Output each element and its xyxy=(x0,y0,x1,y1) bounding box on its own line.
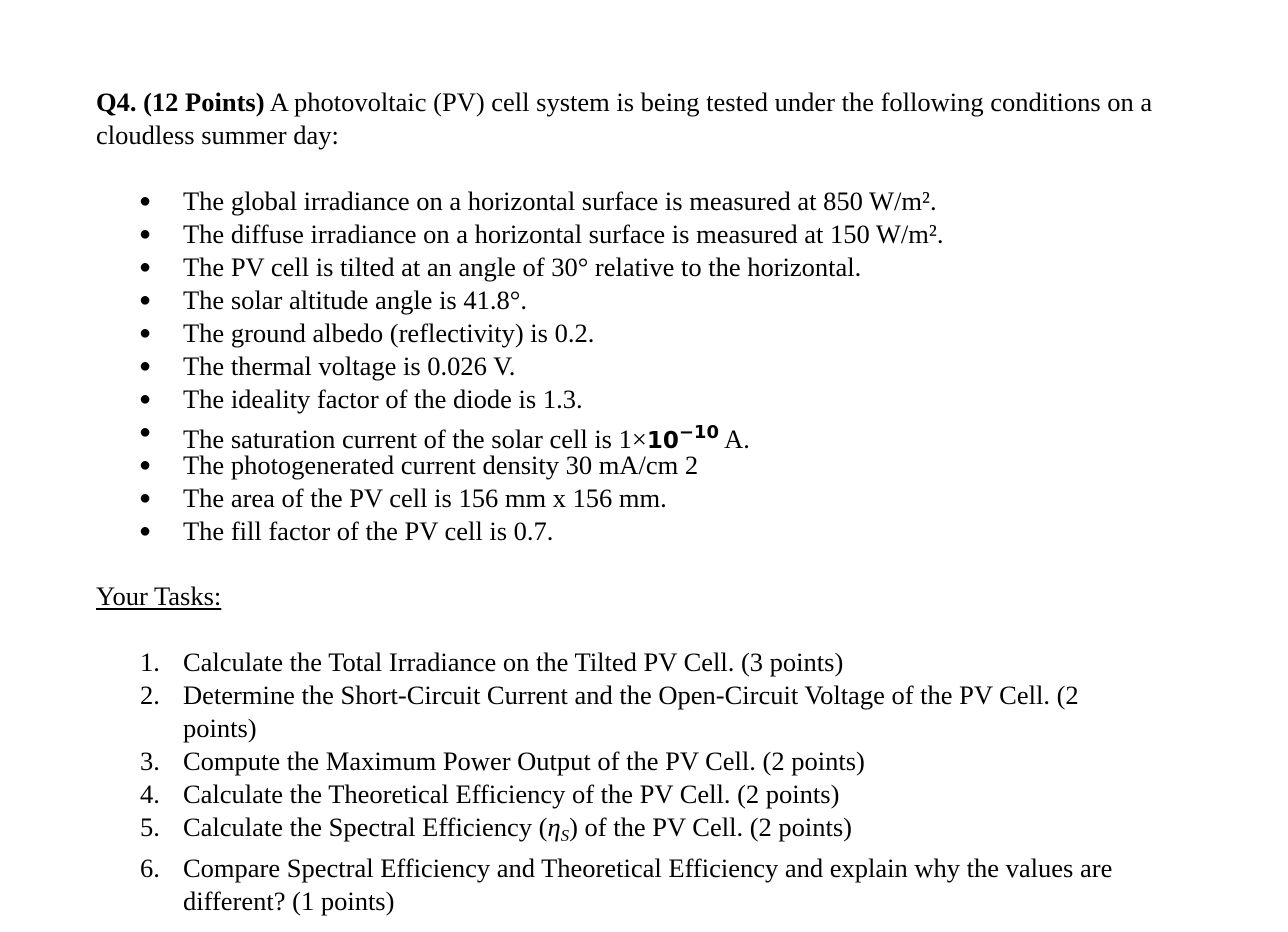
bullet-icon: ● xyxy=(139,388,152,410)
bullet-icon: ● xyxy=(139,223,152,245)
condition-item xyxy=(0,449,1288,482)
condition-text: The ground albedo (reflectivity) is 0.2. xyxy=(183,318,595,348)
condition-text: The area of the PV cell is 156 mm x 156 mm. xyxy=(183,483,667,513)
saturation-exponent: −10 xyxy=(678,422,719,443)
tasks-heading: Your Tasks: xyxy=(96,581,222,611)
task-item xyxy=(0,679,1288,745)
task-text: Calculate the Total Irradiance on the Tilted PV Cell. (3 points) xyxy=(183,647,844,677)
task-text xyxy=(183,811,1193,852)
condition-text: The global irradiance on a horizontal surface is measured at 850 W/m². xyxy=(183,186,937,216)
bullet-icon: ● xyxy=(139,289,152,311)
bullet-icon: ● xyxy=(139,487,152,509)
condition-text: The photogenerated current density 30 mA/cm 2 xyxy=(183,450,699,480)
saturation-suffix: A. xyxy=(718,424,750,454)
question-label: Q4. (12 Points) xyxy=(96,87,265,117)
condition-item xyxy=(0,218,1288,251)
condition-item xyxy=(0,317,1288,350)
task-number: 1. xyxy=(140,647,160,677)
eta-subscript: S xyxy=(560,826,570,845)
task-text: Calculate the Theoretical Efficiency of the PV Cell. (2 points) xyxy=(183,779,840,809)
bullet-icon: ● xyxy=(139,190,152,212)
task-number: 4. xyxy=(140,779,160,809)
bullet-icon: ● xyxy=(139,454,152,476)
condition-text: The diffuse irradiance on a horizontal surface is measured at 150 W/m². xyxy=(183,219,944,249)
condition-text: The PV cell is tilted at an angle of 30° relative to the horizontal. xyxy=(183,252,862,282)
task-number: 3. xyxy=(140,746,160,776)
task-text: Determine the Short-Circuit Current and the Open-Circuit Voltage of the PV Cell. (2 points) xyxy=(183,680,1079,743)
task-number: 2. xyxy=(140,680,160,710)
tasks-list xyxy=(0,646,1288,918)
bullet-icon: ● xyxy=(139,256,152,278)
condition-text: The thermal voltage is 0.026 V. xyxy=(183,351,516,381)
question-text: A photovoltaic (PV) cell system is being tested under the following conditions on a cloudless summer day: xyxy=(96,87,1153,150)
bullet-icon: ● xyxy=(139,322,152,344)
bullet-icon: ● xyxy=(139,421,152,443)
task5-prefix: Calculate the Spectral Efficiency ( xyxy=(183,812,548,842)
condition-item-saturation xyxy=(0,416,1288,454)
condition-item xyxy=(0,350,1288,383)
bullet-icon: ● xyxy=(139,355,152,377)
question-intro xyxy=(96,86,1196,152)
task-item xyxy=(0,745,1288,778)
saturation-prefix: The saturation current of the solar cell is 1× xyxy=(183,424,647,454)
condition-item xyxy=(0,251,1288,284)
condition-item xyxy=(0,284,1288,317)
task-item xyxy=(0,778,1288,811)
task5-suffix: ) of the PV Cell. (2 points) xyxy=(569,812,853,842)
task-number: 6. xyxy=(140,853,160,883)
condition-item xyxy=(0,185,1288,218)
conditions-list xyxy=(0,185,1288,548)
condition-item xyxy=(0,383,1288,416)
condition-text: The fill factor of the PV cell is 0.7. xyxy=(183,516,554,546)
task-number: 5. xyxy=(140,812,160,842)
task-item xyxy=(0,646,1288,679)
eta-symbol: η xyxy=(547,812,561,842)
task-text: Compute the Maximum Power Output of the PV Cell. (2 points) xyxy=(183,746,865,776)
bullet-icon: ● xyxy=(139,520,152,542)
task-text: Compare Spectral Efficiency and Theoretical Efficiency and explain why the values are different? (1 points) xyxy=(183,853,1113,916)
condition-item xyxy=(0,482,1288,515)
condition-text: The ideality factor of the diode is 1.3. xyxy=(183,384,583,414)
condition-item xyxy=(0,515,1288,548)
saturation-base: 10 xyxy=(646,428,679,454)
task-item xyxy=(0,811,1288,852)
condition-text: The solar altitude angle is 41.8°. xyxy=(183,285,527,315)
task-item xyxy=(0,852,1288,918)
